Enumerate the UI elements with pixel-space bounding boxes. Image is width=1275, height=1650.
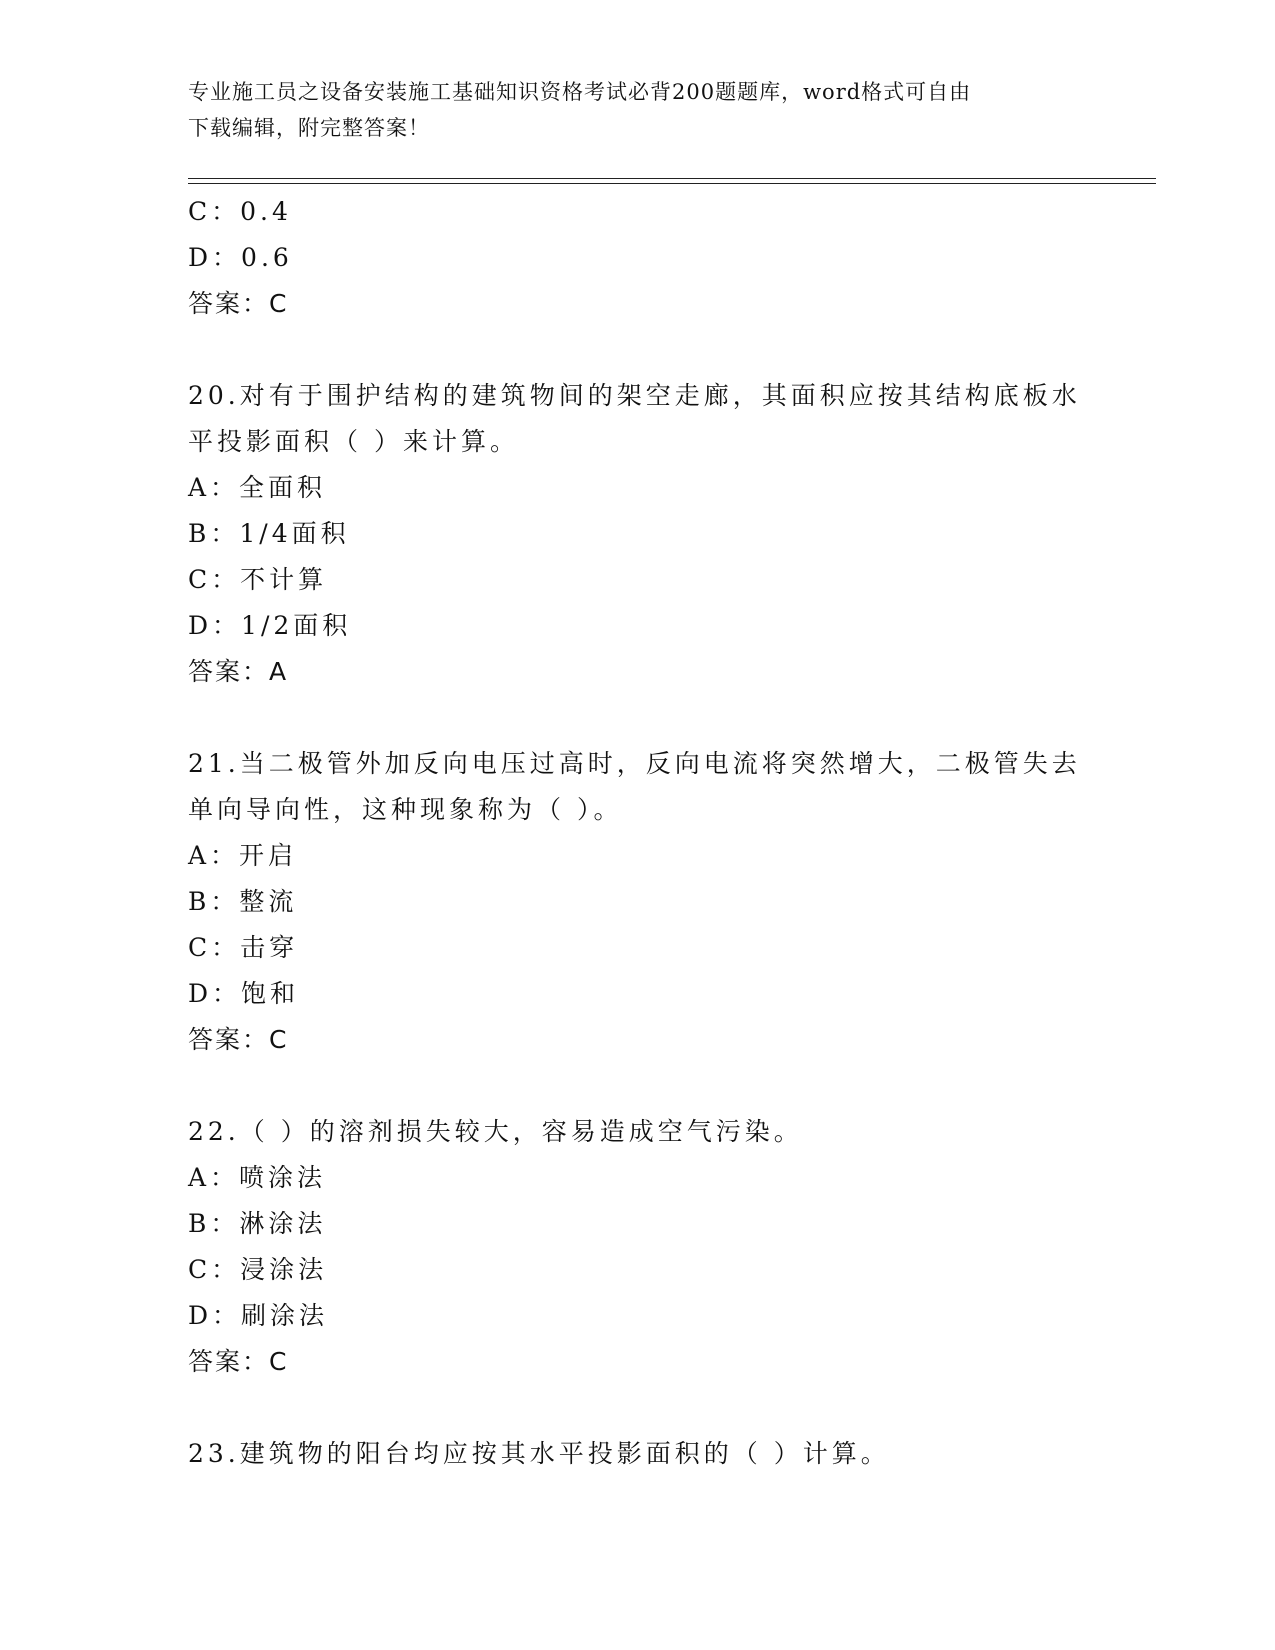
question-text-line: 23.建筑物的阳台均应按其水平投影面积的（ ）计算。 [188,1439,890,1468]
question-text-line: 22.（ ）的溶剂损失较大，容易造成空气污染。 [188,1117,803,1146]
option-b: B：1/4面积 [188,519,350,548]
option-d: D：刷涂法 [188,1301,329,1330]
option-a: A：喷涂法 [188,1163,327,1192]
question-text-line: 平投影面积（ ）来计算。 [188,427,519,456]
option-c: C：不计算 [188,565,328,594]
question-21 [188,741,1088,1063]
spacer [188,695,1088,741]
question-23 [188,1431,1088,1477]
option-c: C：击穿 [188,933,299,962]
option-a: A：开启 [188,841,298,870]
option-c: C：浸涂法 [188,1255,328,1284]
question-text-line: 单向导向性，这种现象称为（ ）。 [188,795,623,824]
option-b: B：整流 [188,887,298,916]
option-b: B：淋涂法 [188,1209,327,1238]
document-header [188,74,1068,146]
question-20 [188,373,1088,695]
option-c: C：0.4 [188,197,292,226]
header-divider-bottom [188,183,1156,184]
option-a: A：全面积 [188,473,327,502]
header-title-line-2: 下载编辑，附完整答案！ [188,116,430,140]
question-text-line: 21.当二极管外加反向电压过高时，反向电流将突然增大，二极管失去 [188,749,1081,778]
answer-line: 答案：A [188,657,289,686]
question-22 [188,1109,1088,1385]
spacer [188,1385,1088,1431]
question-list [188,189,1088,1477]
answer-line: 答案：C [188,1347,289,1376]
header-divider-top [188,178,1156,179]
option-d: D：1/2面积 [188,611,352,640]
option-d: D：饱和 [188,979,300,1008]
option-d: D：0.6 [188,243,293,272]
question-carryover [188,189,1088,327]
spacer [188,327,1088,373]
answer-line: 答案：C [188,289,289,318]
spacer [188,1063,1088,1109]
answer-line: 答案：C [188,1025,289,1054]
question-text-line: 20.对有于围护结构的建筑物间的架空走廊，其面积应按其结构底板水 [188,381,1081,410]
header-title-line-1: 专业施工员之设备安装施工基础知识资格考试必背200题题库，word格式可自由 [188,80,972,104]
